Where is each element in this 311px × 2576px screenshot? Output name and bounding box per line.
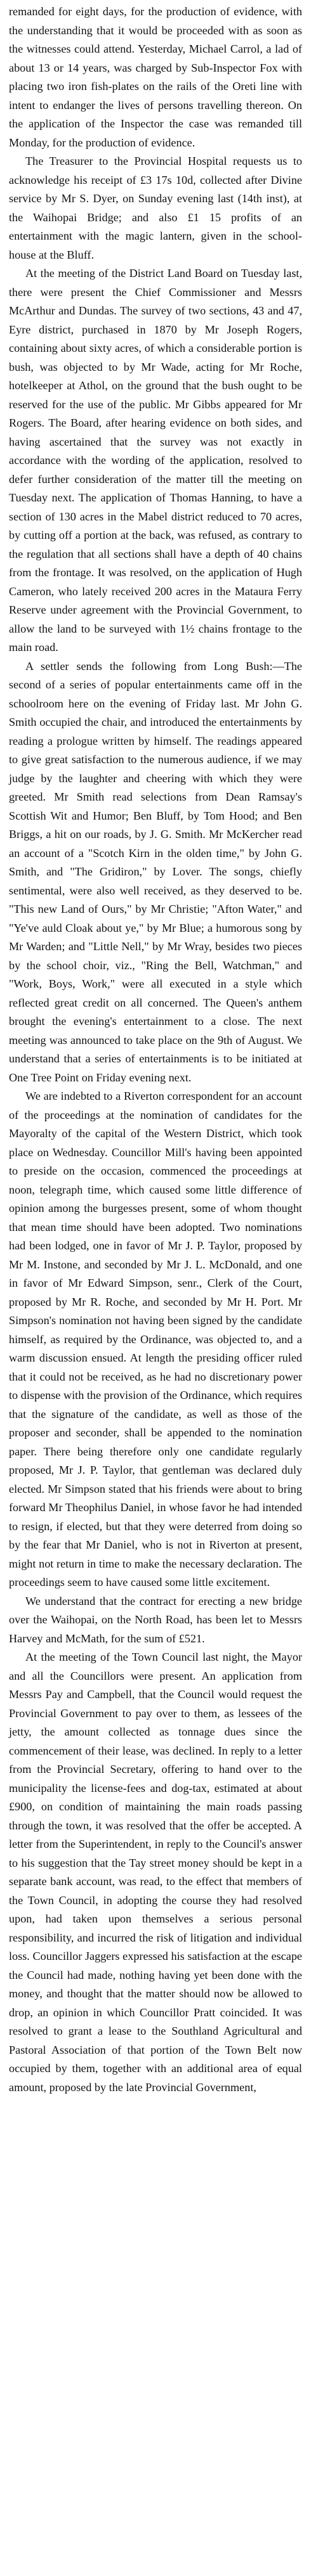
- article-paragraph-town-council: At the meeting of the Town Council last night, the Mayor and all the Councillors were present. An application from Messrs Pay and Campbell, that the Council would request the Provincial Government to pay over to them, as lessees of the jetty, the amount collected as tonnage dues since the commencement of their lease, was declined. In reply to a letter from the Provincial Secretary, offering to hand over to the municipality the license-fees and dog-tax, estimated at about £900, on condition of maintaining the main roads passing through the town, it was resolved that the offer be accepted. A letter from the Superintendent, in reply to the Council's answer to his suggestion that the Tay street money should be kept in a separate bank account, was read, to the effect that members of the Town Council, in adopting the course they had resolved upon, had taken upon themselves a serious personal responsibility, and incurred the risk of litigation and individual loss. Councillor Jaggers expressed his satisfaction at the escape the Council had made, nothing having yet been done with the money, and thought that the matter should now be allowed to drop, an opinion in which Councillor Pratt coincided. It was resolved to grant a lease to the Southland Agricultural and Pastoral Association of that portion of the Town Belt now occupied by them, together with an additional area of equal amount, proposed by the late Provincial Government,: [9, 1651, 302, 2094]
- article-paragraph-long-bush: A settler sends the following from Long Bush:—The second of a series of popular entertainments came off in the schoolroom here on the evening of Friday last. Mr John G. Smith occupied the chair, and introduced the entertainments by reading a prologue written by himself. The readings appeared to give great satisfaction to the numerous audience, if we may judge by the laughter and cheering with which they were greeted. Mr Smith read selections from Dean Ramsay's Scottish Wit and Humor; Ben Bluff, by Tom Hood; and Ben Briggs, a hit on our roads, by J. G. Smith. Mr McKercher read an account of a "Scotch Kirn in the olden time," by John G. Smith, and "The Gridiron," by Lover. The songs, chiefly sentimental, were also well received, as they deserved to be. "This new Land of Ours," by Mr Christie; "Afton Water," and "Ye've auld Cloak about ye," by Mr Blue; a humorous song by Mr Warden; and "Little Nell," by Mr Wray, besides two pieces by the school choir, viz., "Ring the Bell, Watchman," and "Work, Boys, Work," were all executed in a style which reflected great credit on all concerned. The Queen's anthem brought the evening's entertainment to a close. The next meeting was announced to take place on the 9th of August. We understand that a series of entertainments is to be initiated at One Tree Point on Friday evening next.: [9, 659, 302, 1084]
- article-paragraph-land-board: At the meeting of the District Land Board on Tuesday last, there were present the Chief Commissioner and Messrs McArthur and Dundas. The survey of two sections, 43 and 47, Eyre district, purchased in 1870 by Mr Joseph Rogers, containing about sixty acres, of which a considerable portion is bush, was objected to by Mr Wade, acting for Mr Roche, hotelkeeper at Athol, on the ground that the bush ought to be reserved for the use of the public. Mr Gibbs appeared for Mr Rogers. The Board, after hearing evidence on both sides, and having ascertained that the survey was not exactly in accordance with the wording of the application, resolved to defer further consideration of the matter till the meeting on Tuesday next. The application of Thomas Hanning, to have a section of 130 acres in the Mabel district reduced to 70 acres, by cutting off a portion at the back, was refused, as contrary to the regulation that all sections shall have a depth of 40 chains from the frontage. It was resolved, on the application of Hugh Cameron, who lately received 200 acres in the Mataura Ferry Reserve under agreement with the Provincial Government, to allow the land to be surveyed with 1½ chains frontage to the main road.: [9, 267, 302, 654]
- article-paragraph-riverton-mayoralty: We are indebted to a Riverton correspondent for an account of the proceedings at the nomination of candidates for the Mayoralty of the capital of the Western District, which took place on Wednesday. Councillor Mill's having been appointed to preside on the occasion, commenced the proceedings at noon, telegraph time, which caused some little difference of opinion among the burgesses present, some of whom thought that mean time should have been adopted. Two nominations had been lodged, one in favor of Mr J. P. Taylor, proposed by Mr M. Instone, and seconded by Mr J. L. McDonald, and one in favor of Mr Edward Simpson, senr., Clerk of the Court, proposed by Mr R. Roche, and seconded by Mr H. Port. Mr Simpson's nomination not having been signed by the candidate himself, as required by the Ordinance, was objected to, and a warm discussion ensued. At length the presiding officer ruled that it could not be received, as he had no discretionary power to dispense with the provision of the Ordinance, which requires that the signature of the candidate, as well as those of the proposer and seconder, shall be appended to the nomination paper. There being therefore only one candidate regularly proposed, Mr J. P. Taylor, that gentleman was declared duly elected. Mr Simpson stated that his friends were about to bring forward Mr Theophilus Daniel, in whose favor he had intended to resign, if elected, but that they were deterred from doing so by the fear that Mr Daniel, who is not in Riverton at present, might not return in time to make the necessary declaration. The proceedings seem to have caused some little excitement.: [9, 1090, 302, 1588]
- article-paragraph-waihopai-bridge: We understand that the contract for erecting a new bridge over the Waihopai, on the North Road, has been let to Messrs Harvey and McMath, for the sum of £521.: [9, 1594, 302, 1645]
- article-paragraph-remand: remanded for eight days, for the production of evidence, with the understanding that it would be proceeded with as soon as the witnesses could attend. Yesterday, Michael Carrol, a lad of about 13 or 14 years, was charged by Sub-Inspector Fox with placing two iron fish-plates on the rails of the Oreti line with intent to endanger the lives of persons travelling thereon. On the application of the Inspector the case was remanded till Monday, for the production of evidence.: [9, 5, 302, 149]
- article-paragraph-hospital: The Treasurer to the Provincial Hospital requests us to acknowledge his receipt of £3 17s 10d, collected after Divine service by Mr S. Dyer, on Sunday evening last (14th inst), at the Waihopai Bridge; and also £1 15 profits of an entertainment with the magic lantern, given in the school-house at the Bluff.: [9, 155, 302, 261]
